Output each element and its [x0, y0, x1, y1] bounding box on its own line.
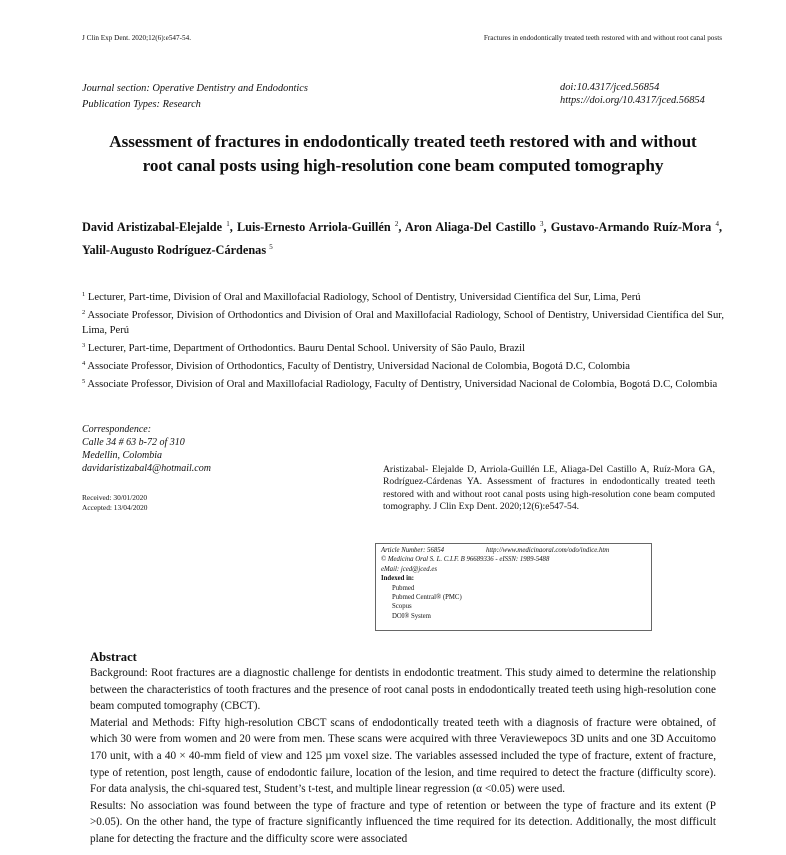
correspondence-label: Correspondence:: [82, 424, 152, 435]
publication-type: Publication Types: Research: [82, 99, 201, 110]
paper-title-line1: Assessment of fractures in endodontically treated teeth restored with and without: [109, 132, 697, 151]
affiliation: $^2$ Associate Professor, Division of Orthodontics and Division of Oral and Maxillofacial Radiology, School of Dentistry, Universidad Científica del Sur, Lima, Perú: [82, 309, 724, 336]
article-number-row: [381, 546, 646, 555]
paper-title: [70, 130, 736, 178]
author: David Aristizabal-Elejalde $^1$,: [82, 220, 237, 234]
doi-block: [560, 81, 705, 107]
paper-title-line2: root canal posts using high-resolution cone beam computed tomography: [142, 156, 664, 175]
doi: doi:10.4317/jced.56854: [560, 82, 660, 93]
correspondence-email[interactable]: davidaristizabal4@hotmail.com: [82, 463, 211, 474]
running-header-right: Fractures in endodontically treated teeth restored with and without root canal posts: [483, 34, 722, 42]
author: Aron Aliaga-Del Castillo $^3$,: [404, 220, 551, 234]
affiliation: $^1$ Lecturer, Part-time, Division of Oral and Maxillofacial Radiology, School of Dentistry, Universidad Científica del Sur, Lima, Perú: [82, 291, 641, 303]
journal-email[interactable]: eMail: jced@jced.es: [381, 565, 438, 573]
correspondence-address-1: Calle 34 # 63 b-72 of 310: [82, 437, 185, 448]
copyright: © Medicina Oral S. L. C.I.F. B 96689336 - eISSN: 1989-5488: [381, 556, 550, 564]
abstract-heading: Abstract: [90, 650, 137, 664]
submission-dates: [82, 493, 147, 513]
affiliations: [82, 287, 724, 392]
article-info-box: [375, 543, 652, 631]
abstract-section: [90, 650, 716, 848]
indexed-label: Indexed in:: [381, 575, 415, 583]
author: Luis-Ernesto Arriola-Guillén $^2$,: [236, 220, 405, 234]
received-date: Received: 30/01/2020: [82, 493, 148, 502]
author: Yalil-Augusto Rodríguez-Cárdenas $^5$: [82, 243, 273, 257]
abstract-results: Results: No association was found between the type of fracture and type of retention or between the type of fracture and its extent (P >0.05). On the other hand, the type of fracture significantly influenced the time required for its detection. Additionally, the most difficult plane for detecting the fracture and the difficulty score were associated: [90, 799, 716, 845]
correspondence: [82, 423, 211, 475]
indexed-item: Scopus: [392, 603, 412, 611]
doi-link[interactable]: https://doi.org/10.4317/jced.56854: [560, 95, 705, 106]
author-list: [82, 214, 722, 260]
journal-meta: [82, 81, 308, 113]
abstract-methods: Material and Methods: Fifty high-resolution CBCT scans of endodontically treated teeth with a diagnosis of fracture were obtained, of which 30 were from women and 20 were from men. These scans were acquired with three Veraviewepocs 3D units and one 3D Accuitomo 170 unit, with a 40 × 40-mm field of view and 125 µm voxel size. The variables assessed included the type of fracture, extent of fracture, type of retention, post length, cause of endodontic failure, location of the lesion, and time required to detect the fracture (difficulty score). For data analysis, the chi-squared test, Student’s t-test, and multiple linear regression (α <0.05) were used.: [90, 716, 716, 796]
correspondence-address-2: Medellin, Colombia: [82, 450, 162, 461]
affiliation: $^3$ Lecturer, Part-time, Department of Orthodontics. Bauru Dental School. University of São Paulo, Brazil: [82, 342, 525, 354]
citation: Aristizabal- Elejalde D, Arriola-Guillén LE, Aliaga-Del Castillo A, Ruíz-Mora GA, Rodríguez-Cárdenas YA. Assessment of fractures in endodontically treated teeth restored with and without root canal posts using high-resolution cone beam computed tomography. J Clin Exp Dent. 2020;12(6):e547-54.: [383, 464, 715, 513]
accepted-date: Accepted: 13/04/2020: [82, 503, 148, 512]
journal-url[interactable]: http://www.medicinaoral.com/odo/indice.htm: [486, 547, 610, 554]
affiliation: $^4$ Associate Professor, Division of Orthodontics, Faculty of Dentistry, Universidad Nacional de Colombia, Bogotá D.C, Colombia: [82, 360, 630, 372]
article-number: Article Number: 56854: [381, 547, 445, 554]
abstract-background: Background: Root fractures are a diagnostic challenge for dentists in endodontic treatment. This study aimed to determine the relationship between the characteristics of tooth fractures and the presence of root canal posts in endodontically treated teeth using high-resolution cone beam computed tomography (CBCT).: [90, 667, 716, 713]
indexed-item: Pubmed Central® (PMC): [392, 594, 462, 602]
running-header-left: J Clin Exp Dent. 2020;12(6):e547-54.: [82, 34, 191, 42]
indexed-item: DOI® System: [392, 612, 431, 620]
journal-section: Journal section: Operative Dentistry and Endodontics: [82, 83, 308, 94]
affiliation: $^5$ Associate Professor, Division of Oral and Maxillofacial Radiology, Faculty of Dentistry, Universidad Nacional de Colombia, Bogotá D.C, Colombia: [82, 378, 718, 390]
indexed-item: Pubmed: [392, 584, 415, 592]
author: Gustavo-Armando Ruíz-Mora $^4$,: [550, 220, 723, 234]
